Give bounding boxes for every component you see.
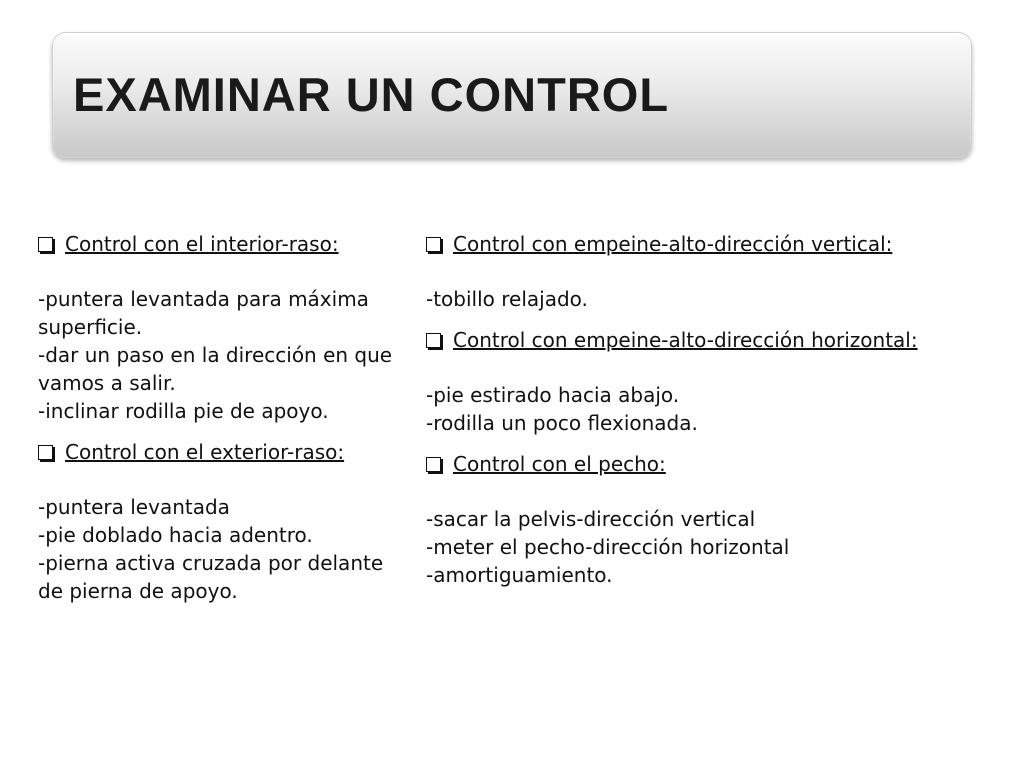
list-item: -pie estirado hacia abajo. (426, 383, 680, 407)
left-column (38, 230, 398, 618)
list-item: -inclinar rodilla pie de apoyo. (38, 399, 329, 423)
right-column (426, 230, 1006, 602)
section-heading: Control con empeine-alto-dirección horizontal: (426, 326, 1006, 354)
checkbox-bullet-icon (38, 237, 53, 252)
section-heading: Control con el pecho: (426, 450, 1006, 478)
list-item: -dar un paso en la dirección en que vamos a salir. (38, 343, 393, 395)
section-empeine-horizontal (426, 326, 1006, 437)
slide-title: EXAMINAR UN CONTROL (73, 68, 670, 121)
section-heading: Control con el exterior-raso: (38, 438, 398, 466)
checkbox-bullet-icon (426, 457, 441, 472)
list-item: -puntera levantada para máxima superficie. (38, 287, 369, 339)
section-pecho (426, 450, 1006, 589)
title-banner (52, 32, 972, 158)
section-exterior-raso (38, 438, 398, 605)
list-item: -rodilla un poco flexionada. (426, 411, 698, 435)
checkbox-bullet-icon (426, 237, 441, 252)
list-item: -tobillo relajado. (426, 287, 588, 311)
checkbox-bullet-icon (38, 445, 53, 460)
section-heading: Control con empeine-alto-dirección vertical: (426, 230, 1006, 258)
list-item: -pie doblado hacia adentro. (38, 523, 313, 547)
list-item: -amortiguamiento. (426, 563, 613, 587)
section-heading: Control con el interior-raso: (38, 230, 398, 258)
section-interior-raso (38, 230, 398, 425)
list-item: -puntera levantada (38, 495, 230, 519)
checkbox-bullet-icon (426, 333, 441, 348)
list-item: -pierna activa cruzada por delante de pierna de apoyo. (38, 551, 384, 603)
list-item: -meter el pecho-dirección horizontal (426, 535, 790, 559)
list-item: -sacar la pelvis-dirección vertical (426, 507, 756, 531)
section-empeine-vertical (426, 230, 1006, 313)
